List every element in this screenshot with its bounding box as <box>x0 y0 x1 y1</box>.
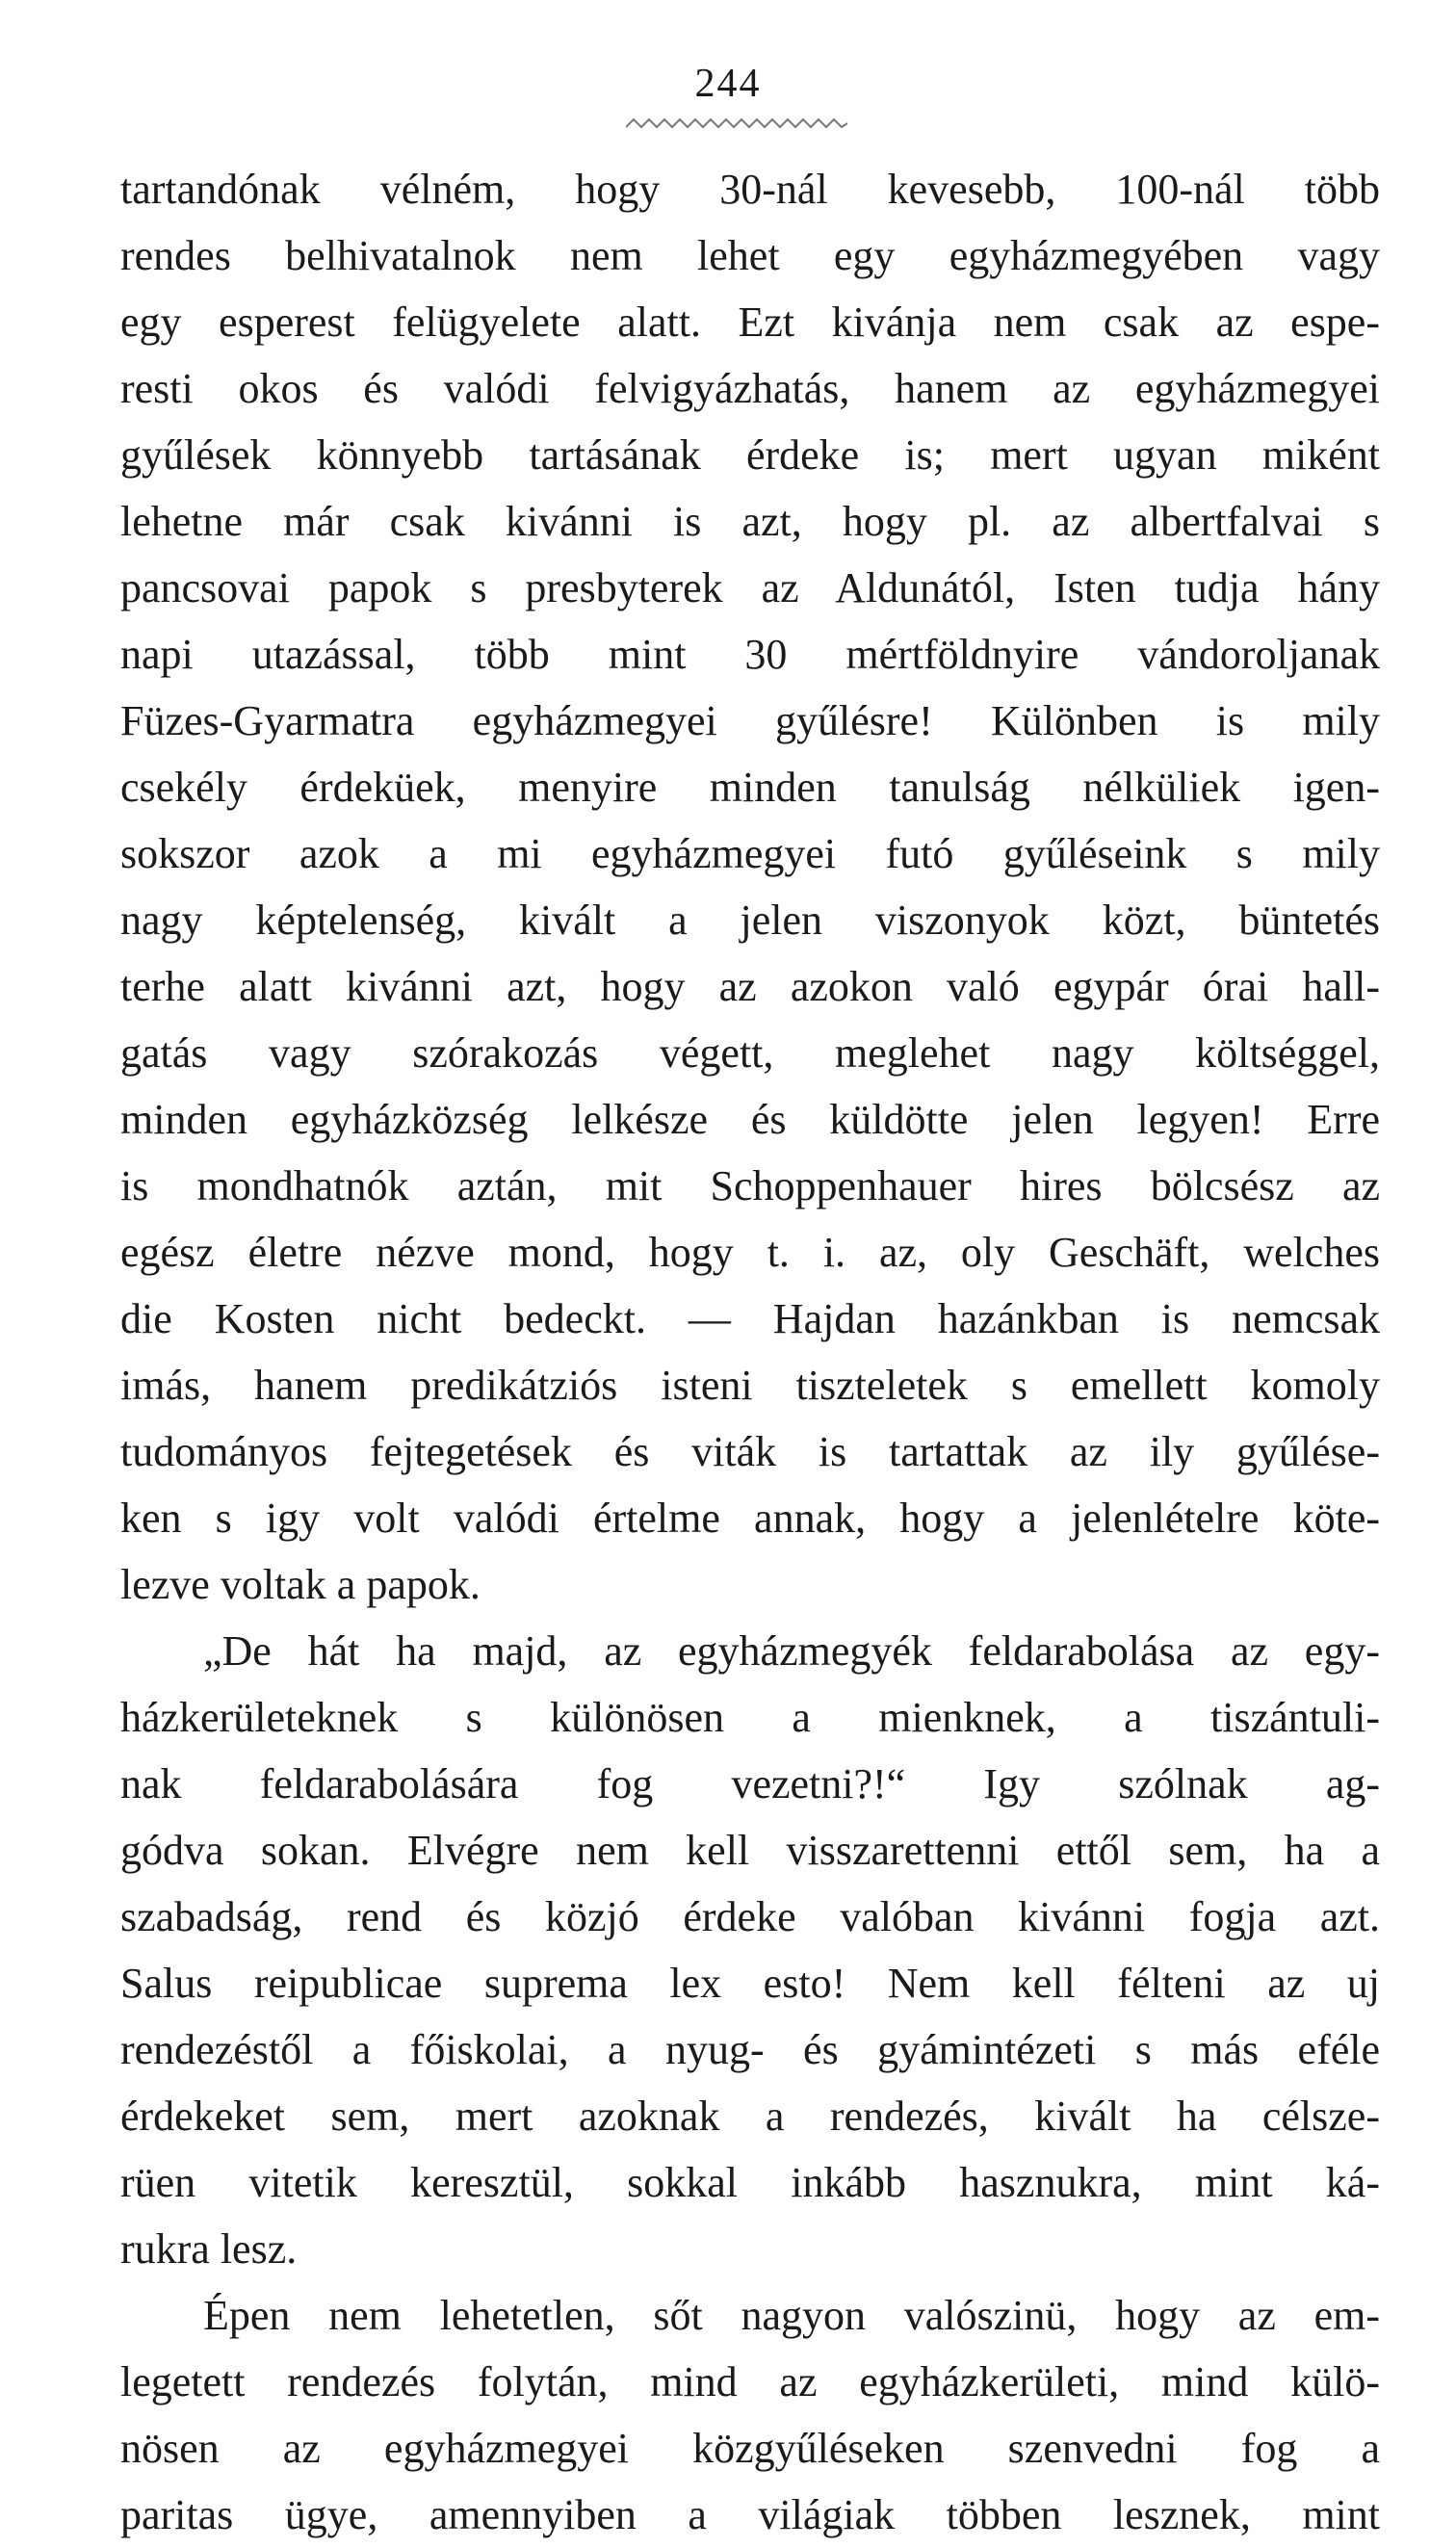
text-line: tartandónak vélném, hogy 30-nál kevesebb, 100-nál több <box>120 166 1380 213</box>
text-line: napi utazással, több mint 30 mértföldnyire vándoroljanak <box>120 631 1380 678</box>
text-line: Épen nem lehetetlen, sőt nagyon valószinü, hogy az em- <box>203 2292 1380 2339</box>
text-line: nak feldarabolására fog vezetni?!“ Igy szólnak ag- <box>120 1760 1380 1807</box>
text-line: imás, hanem predikátziós isteni tiszteletek s emellett komoly <box>120 1362 1380 1409</box>
paragraph-1 <box>120 156 1380 1618</box>
text-line: die Kosten nicht bedeckt. — Hajdan hazánkban is nemcsak <box>120 1295 1380 1342</box>
text-line: lehetne már csak kivánni is azt, hogy pl. az albertfalvai s <box>120 498 1380 545</box>
text-line: tudományos fejtegetések és viták is tartattak az ily gyűlése- <box>120 1428 1380 1475</box>
text-line: gyűlések könnyebb tartásának érdeke is; mert ugyan miként <box>120 431 1380 479</box>
text-line: minden egyházközség lelkésze és küldötte jelen legyen! Erre <box>120 1096 1380 1143</box>
text-line: ken s igy volt valódi értelme annak, hogy a jelenlételre köte- <box>120 1495 1380 1542</box>
text-line: is mondhatnók aztán, mit Schoppenhauer hires bölcsész az <box>120 1162 1380 1209</box>
text-line: legetett rendezés folytán, mind az egyházkerületi, mind külö- <box>120 2358 1380 2405</box>
text-line: rukra lesz. <box>120 2225 298 2273</box>
text-line: egy esperest felügyelete alatt. Ezt kivánja nem csak az espe- <box>120 299 1380 346</box>
paragraph-3 <box>120 2282 1380 2548</box>
text-line: rendes belhivatalnok nem lehet egy egyházmegyében vagy <box>120 232 1380 279</box>
text-line: terhe alatt kivánni azt, hogy az azokon való egypár órai hall- <box>120 963 1380 1010</box>
text-line: Füzes-Gyarmatra egyházmegyei gyűlésre! Különben is mily <box>120 697 1380 744</box>
text-line: házkerületeknek s különösen a mienknek, a tiszántuli- <box>120 1694 1380 1741</box>
text-line: „De hát ha majd, az egyházmegyék feldarabolása az egy- <box>203 1627 1380 1675</box>
text-line: gódva sokan. Elvégre nem kell visszarettenni ettől sem, ha a <box>120 1827 1380 1874</box>
text-line: gatás vagy szórakozás végett, meglehet nagy költséggel, <box>120 1029 1380 1077</box>
page-number-ornament <box>626 114 847 133</box>
text-line: csekély érdeküek, menyire minden tanulság nélküliek igen- <box>120 764 1380 811</box>
text-line: egész életre nézve mond, hogy t. i. az, oly Geschäft, welches <box>120 1229 1380 1276</box>
text-line: resti okos és valódi felvigyázhatás, hanem az egyházmegyei <box>120 365 1380 412</box>
text-line: nösen az egyházmegyei közgyűléseken szenvedni fog a <box>120 2425 1380 2472</box>
text-line: szabadság, rend és közjó érdeke valóban kivánni fogja azt. <box>120 1893 1380 1940</box>
page-number: 244 <box>694 62 762 106</box>
text-line: Salus reipublicae suprema lex esto! Nem kell félteni az uj <box>120 1960 1380 2007</box>
text-line: sokszor azok a mi egyházmegyei futó gyűléseink s mily <box>120 830 1380 877</box>
text-line: nagy képtelenség, kivált a jelen viszonyok közt, büntetés <box>120 897 1380 944</box>
text-line: rendezéstől a főiskolai, a nyug- és gyámintézeti s más eféle <box>120 2026 1380 2073</box>
text-line: lezve voltak a papok. <box>120 1561 481 1608</box>
text-line: rüen vitetik keresztül, sokkal inkább hasznukra, mint ká- <box>120 2159 1380 2206</box>
text-line: pancsovai papok s presbyterek az Aldunától, Isten tudja hány <box>120 564 1380 611</box>
text-line: paritas ügye, amennyiben a világiak többen lesznek, mint <box>120 2491 1380 2538</box>
paragraph-2 <box>120 1618 1380 2282</box>
text-line: érdekeket sem, mert azoknak a rendezés, kivált ha célsze- <box>120 2093 1380 2140</box>
body-text <box>120 156 1380 2548</box>
